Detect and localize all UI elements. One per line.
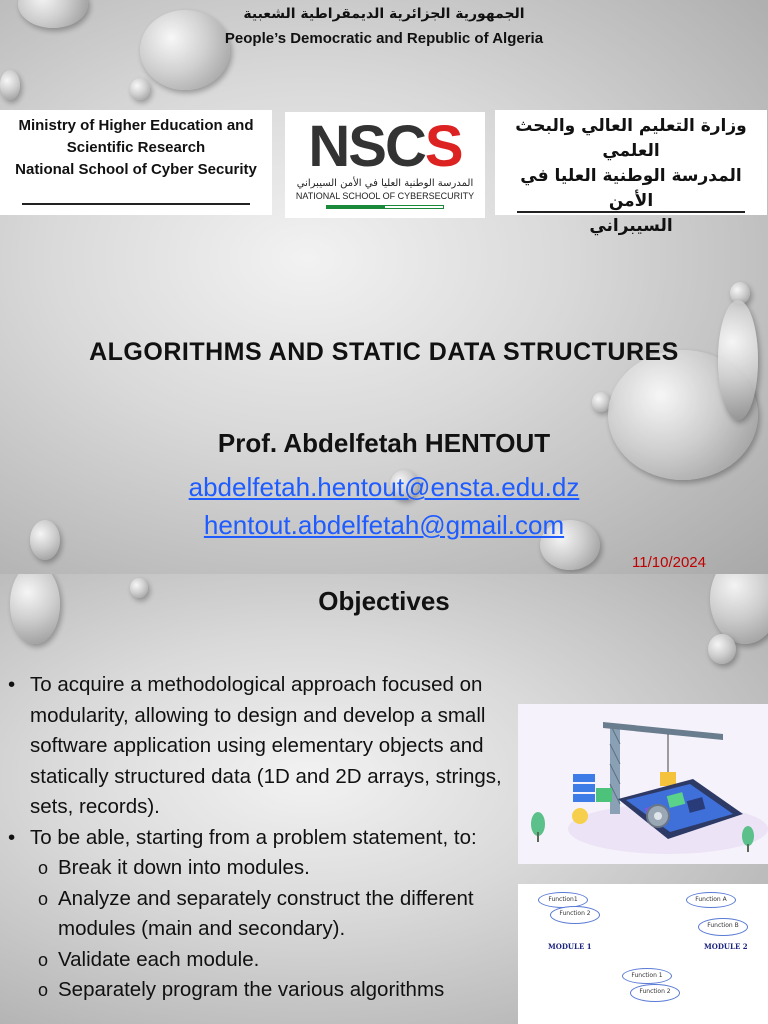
logo-mark-suffix: S (424, 114, 462, 179)
logo-arabic-text: المدرسة الوطنية العليا في الأمن السيبراني (296, 178, 474, 189)
course-title: ALGORITHMS AND STATIC DATA STRUCTURES (89, 338, 679, 366)
module-label: MODULE 1 (548, 942, 592, 951)
arabic-line: السيبراني (589, 216, 673, 236)
app-construction-illustration (518, 704, 768, 864)
arabic-ministry-box (495, 110, 767, 236)
logo-mark-prefix: NSC (308, 114, 425, 179)
logo-flag-bar (326, 205, 444, 209)
function-node: Function1 (538, 892, 588, 908)
function-node: Function 1 (622, 968, 672, 984)
ministry-box (0, 110, 272, 215)
objective-sub-bullet: o Analyze and separately construct the different modules (main and secondary). (8, 884, 508, 945)
divider (517, 211, 745, 213)
water-drop (0, 70, 20, 100)
objectives-list (8, 670, 508, 1006)
water-drop (140, 10, 230, 90)
logo-english-text: NATIONAL SCHOOL OF CYBERSECURITY (295, 191, 475, 201)
objectives-title: Objectives (318, 586, 450, 616)
objective-sub-bullet: o Validate each module. (8, 945, 508, 976)
email-link-ensta[interactable]: abdelfetah.hentout@ensta.edu.dz (188, 472, 580, 502)
objective-sub-bullet: o Separately program the various algorithms (8, 975, 508, 1006)
nscs-logo (285, 112, 485, 218)
module-label: MODULE 2 (704, 942, 748, 951)
slide-date: 11/10/2024 (632, 554, 706, 571)
water-drop (130, 78, 150, 100)
objective-sub-bullet: o Break it down into modules. (8, 853, 508, 884)
objective-bullet: • To be able, starting from a problem statement, to: (8, 823, 508, 854)
water-drop (708, 634, 736, 664)
ministry-line: Ministry of Higher Education and (18, 117, 254, 134)
logo-mark (289, 116, 481, 178)
email-link-gmail[interactable]: hentout.abdelfetah@gmail.com (203, 510, 565, 540)
ministry-line: Scientific Research (66, 139, 206, 156)
function-node: Function 2 (550, 906, 600, 924)
ministry-line: National School of Cyber Security (15, 161, 257, 178)
objective-bullet: • To acquire a methodological approach focused on modularity, allowing to design and develop a small software application using elementary objects and statically structured data (1D and 2D arrays, strings, sets, records). (8, 670, 508, 823)
modules-diagram (518, 884, 768, 1024)
crane-icon (518, 704, 768, 864)
function-node: Function A (686, 892, 736, 908)
arabic-line: المدرسة الوطنية العليا في الأمن (520, 166, 742, 211)
professor-name: Prof. Abdelfetah HENTOUT (217, 428, 551, 458)
divider (22, 203, 250, 205)
objectives-slide (0, 574, 768, 1024)
republic-name-arabic: الجمهورية الجزائرية الديمقراطية الشعبية (243, 6, 525, 22)
arabic-line: وزارة التعليم العالي والبحث العلمي (515, 116, 747, 161)
function-node: Function 2 (630, 984, 680, 1002)
republic-name-english: People’s Democratic and Republic of Algeria (224, 30, 544, 47)
function-node: Function B (698, 918, 748, 936)
